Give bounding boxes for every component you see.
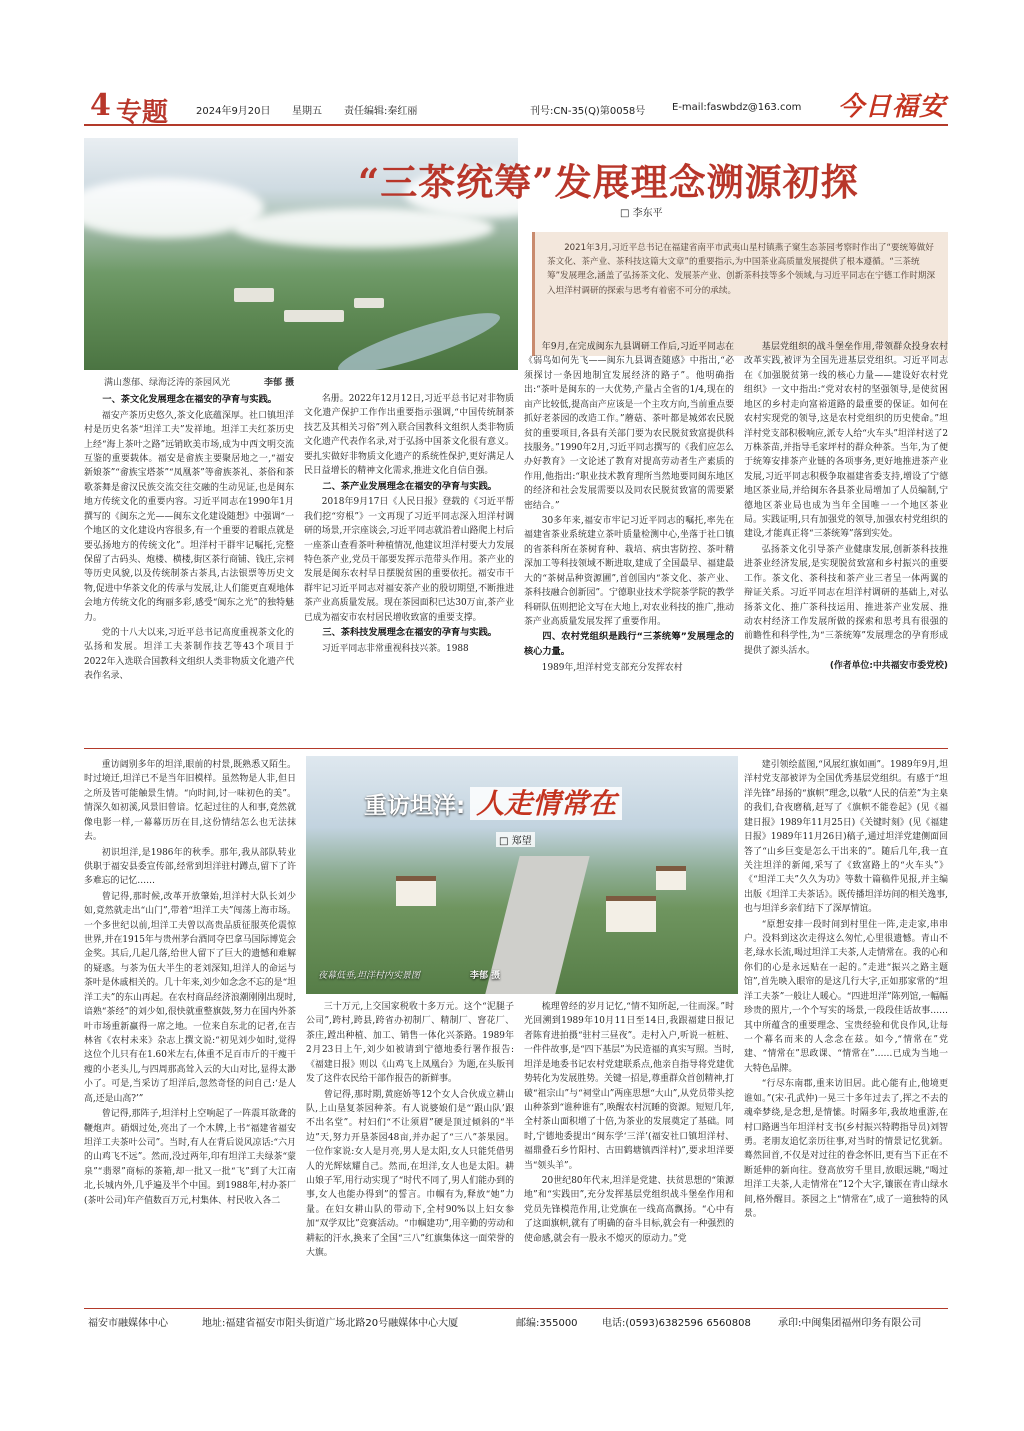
paragraph: 初识坦洋,是1986年的秋季。那年,我从部队转业供职于福安县委宣传部,经常到坦洋驻村蹲点,留下了许多难忘的记忆…… — [84, 847, 296, 887]
paragraph: 梳理曾经的岁月记忆,“情不知所起,一往而深。”时光回溯到1989年10月11日至14日,我跟福建日报记者陈育进拍摄“驻村三昼夜”。走村入户,听说一桩桩、一件件故事,是“四下基层”为民造福的真实写照。当时,坦洋是地委书记农村党建联系点,他亲自指导将党建优势转化为发展胜势。关键一招是,尊重群众首创精神,打破“祖宗山”与“祠堂山”两座思想“大山”,从党员带头挖山种茶到“谁种谁有”,唤醒农村沉睡的资源。短短几年,全村茶山面积增了十倍,为茶业的发展奠定了基础。同时,宁德地委提出“闽东学‘三洋’(福安社口镇坦洋村、福鼎叠石乡竹阳村、古田鹤塘镇西洋村)”,要求坦洋要当“领头羊”。 — [524, 1002, 734, 1171]
paragraph: “原想安排一段时间到村里住一阵,走走家,串串户。没料到这次走得这么匆忙,心里很遗憾。青山不老,绿水长流,喝过坦洋工夫茶,人走情常在。我的心和你们的心是永远贴在一起的。”走进“振兴之路主题馆”,首先映入眼帘的是这几行大字,正如那家常的“坦洋工夫茶”一般让人暖心。“四进坦洋”陈列馆,一幅幅珍贵的照片,一个个写实的场景,一段段佳话故事……其中所蕴含的重要理念、宝贵经验和优良作风,让每一个幕名而来的人念念在兹。如今,“情常在”党建、“情常在”思政课、“情常在”……已成为当地一大特色品牌。 — [744, 919, 948, 1074]
paragraph: 30多年来,福安市牢记习近平同志的嘱托,率先在福建省茶业系统建立茶叶质量检测中心,坐落于社口镇的省茶科所在茶树育种、栽培、病虫害防控、茶叶精深加工等科技领域不断进取,建成了全国最早、福建最大的“茶树品种资源圃”,首创国内“茶文化、茶产业、茶科技融合创新园”。宁德职业技术学院茶学院的教学科研队伍则把论文写在大地上,对农业科技的推广,推动茶产业高质量发展发挥了重要作用。 — [524, 516, 734, 628]
article1-column-4 — [744, 340, 948, 740]
author-affiliation: (作者单位:中共福安市委党校) — [829, 661, 948, 672]
paragraph: 曾记得,那时候,改革开放肇始,坦洋村大队长刘少如,竟然就走出“山门”,带着“坦洋工夫”闯荡上海市场。一个多世纪以前,坦洋工夫曾以高贵品质征服英伦震惊世界,并在1915年与贵州茅台酒同夺巴拿马国际博览会金奖。其后,几起几落,给世人留下了巨大的遗憾和难解的疑惑。与茶为伍大半生的老刘深知,坦洋人的命运与茶叶是休戚相关的。几十年来,刘少如念念不忘的是“坦洋工夫”的东山再起。在农村商品经济浪潮刚刚出现时,谙熟“茶经”的刘少如,很快就重整旗鼓,努力在国内外茶叶市场重新赢得一席之地。一位来自东北的记者,在吉林省《农村未来》杂志上撰文说:“初见刘少如时,觉得这位个儿只有在1.60米左右,体重不足百市斤的干瘦干瘦的小老头儿,与四周那高耸入云的大山对比,显得太渺小了。可是,当采访了坦洋后,忽然奇怪的问自己:‘是人高,还是山高?’” — [84, 891, 296, 1104]
paragraph: “行尽东南郡,重来访旧居。此心能有止,他境更谁如。”(宋·孔武仲)一晃三十多年过去了,挥之不去的魂牵梦绕,是念想,是情愫。时隔多年,我故地重游,在村口路遇当年坦洋村支书(乡村振兴特聘指导员)刘智勇。老朋友追忆亲历往事,对当时的情景记忆犹新。蓦然回首,不仅是对过往的眷念怀旧,更有当下正在不断延伸的新向往。登高放穷千里目,放眼远眺,“喝过坦洋工夫茶,人走情常在”12个大字,镶嵌在青山绿水间,格外醒目。茶园之上“情常在”,成了一道独特的风景。 — [744, 1079, 948, 1220]
photo-caption: 满山葱郁、绿海泛涛的茶园风光 — [104, 378, 231, 388]
paragraph: 名册。2022年12月12日,习近平总书记对非物质文化遗产保护工作作出重要指示强调,“中国传统制茶技艺及其相关习俗”列入联合国教科文组织人类非物质文化遗产代表作名录,对于弘扬中国茶文化很有意义。要扎实做好非物质文化遗产的系统性保护,更好满足人民日益增长的精神文化需求,推进文化自信自强。 — [304, 394, 514, 477]
article2-column-4 — [744, 758, 948, 1302]
article2-column-1 — [84, 758, 296, 1302]
masthead — [84, 86, 948, 126]
article2-byline: □ 郑望 — [496, 832, 535, 847]
article1-column-2 — [304, 392, 514, 740]
footer-phone: 电话:(0593)6382596 6560808 — [602, 1318, 751, 1329]
paragraph: 曾记得,那阵子,坦洋村上空响起了一阵震耳欲聋的鞭炮声。硝烟过处,亮出了一个木牌,上书“福建省福安坦洋工夫茶叶公司”。当时,有人在背后说风凉话:“六月的山鸡飞不远”。然而,没过两年,印有坦洋工夫绿茶“蒙泉”“翡翠”商标的茶箱,却一批又一批“飞”到了大江南北,长城内外,几乎遍及半个中国。到1988年,村办茶厂(茶叶公司)年产值数百万元,村集体、村民收入各二 — [84, 1109, 296, 1206]
editor: 责任编辑:秦红丽 — [344, 106, 418, 117]
article2-title-part-1: 重访坦洋: — [364, 793, 466, 819]
article2-title-part-2: 人走情常在 — [470, 787, 622, 820]
paragraph: 1989年,坦洋村党支部充分发挥农村 — [541, 662, 683, 673]
article2-column-3 — [524, 1000, 734, 1302]
paragraph: 基层党组织的战斗堡垒作用,带领群众投身农村改革实践,被评为全国先进基层党组织。习近平同志在《加强脱贫第一线的核心力量——建设好农村党组织》一文中指出:“党对农村的坚强领导,是使贫困地区的乡村走向富裕道路的最重要的保证。如何在农村实现党的领导,这是农村党组织的历史使命。”坦洋村党支部积极响应,派专人给“火车头”坦洋村送了2万株茶苗,并指导毛家坪村的群众种茶。当年,为了便于统筹安排茶产业链的各项事务,更好地推进茶产业发展,习近平同志积极争取福建省委支持,增设了宁德地区茶业局,并给闽东各县茶业局增加了人员编制,宁德地区茶业局也成为当年全国唯一一个地区茶业局。实践证明,只有加强党的领导,加强农村党组织的建设,才能真正将“三茶统筹”落到实处。 — [744, 342, 948, 540]
paragraph: 弘扬茶文化引导茶产业健康发展,创新茶科技推进茶业经济发展,是实现脱贫致富和乡村振兴的重要工作。茶文化、茶科技和茶产业三者呈一体两翼的辩证关系。习近平同志在坦洋村调研的基础上,对弘扬茶文化、推广茶科技运用、推进茶产业发展、推动农村经济工作发展所做的探索和思考具有很强的前瞻性和科学性,为“三茶统筹”发展理念的孕育形成提供了源头活水。 — [744, 544, 948, 656]
page-number: 4 — [90, 88, 111, 123]
issn: 刊号:CN-35(Q)第0058号 — [530, 106, 646, 117]
paragraph: 习近平同志非常重视科技兴茶。1988 — [321, 643, 469, 654]
article2-title — [364, 782, 622, 822]
email: E-mail:faswbdz@163.com — [672, 102, 802, 113]
article2-photo-caption: 夜幕低垂,坦洋村内实景图 — [318, 971, 420, 981]
subheading: 四、农村党组织是践行“三茶统筹”发展理念的核心力量。 — [524, 631, 734, 658]
section-title: 专题 — [116, 98, 169, 128]
footer-printer: 承印:中闽集团福州印务有限公司 — [778, 1318, 922, 1329]
issue-weekday: 星期五 — [292, 106, 322, 117]
article-title: “三茶统筹”发展理念溯源初探 — [358, 160, 859, 204]
article-byline: □ 李东平 — [620, 208, 663, 219]
paragraph: 三十万元,上交国家税收十多万元。这个“泥腿子公司”,跨村,跨县,跨省办初制厂、精制厂、窨花厂、茶庄,蹚出种植、加工、销售一体化兴茶路。1989年2月23日上午,刘少如被请到宁德地委行署作报告:《福建日报》则以《山鸡飞上凤凰台》为题,在头版刊发了这件农民给干部作报告的新鲜事。 — [306, 1002, 514, 1085]
paragraph: 重访阔别多年的坦洋,眼前的村景,既熟悉又陌生。时过境迁,坦洋已不是当年旧模样。虽然物是人非,但日之所及皆可能触景生情。“向时间,讨一味初色的美”。情深久如初溪,风景旧曾谙。忆起过往的人和事,竟然就像电影一样,一幕幕历历在目,这份情结怎么也无法抹去。 — [84, 760, 296, 843]
paragraph: 福安产茶历史悠久,茶文化底蕴深厚。社口镇坦洋村是历史名茶“坦洋工夫”发祥地。坦洋工夫红茶历史上经“海上茶叶之路”远销欧美市场,成为中西文明交流互鉴的重要载体。福安是畲族主要聚居地之一,“福安新娘茶”“畲族宝塔茶”“凤凰茶”等畲族茶礼、茶俗和茶歌茶舞是畲汉民族交流交往交融的生动见证,也是闽东地方传统文化的重要内容。习近平同志在1990年1月撰写的《闽东之光——闽东文化建设随想》中强调“一个地区的文化建设内容很多,有一个重要的着眼点就是要弘扬地方的传统文化”。坦洋村干群牢记嘱托,完整保留了古码头、炮楼、横楼,街区茶行商铺、钱庄,宗祠等历史风貌,以及传统制茶古茶具,古法银票等历史文物,促进中华茶文化的传承与发展,让人们能更直观地体会地方传统文化的绚丽多彩,感受“闽东之光”的独特魅力。 — [84, 410, 294, 623]
article-abstract: 2021年3月,习近平总书记在福建省南平市武夷山星村镇燕子窠生态茶园考察时作出了“要统筹做好茶文化、茶产业、茶科技这篇大文章”的重要指示,为中国茶业高质量发展提供了根本遵循。“三茶统筹”发展理念,涵盖了弘扬茶文化、发展茶产业、创新茶科技等多个领域,与习近平同志在宁德工作时期深入坦洋村调研的探索与思考有着密不可分的承续。 — [532, 232, 948, 356]
article1-column-1 — [84, 392, 294, 740]
paragraph: 曾记得,那时期,黄庭娇等12个女人合伙成立耕山队,上山垦复茶园种茶。有人说婆娘们是“‘跟山队’跟不出名堂”。村妇们“不让须眉”硬是顶过倾斜的“半边”天,努力开垦茶园48亩,并办起了“三八”茶果园。一位作家说:女人是月亮,男人是太阳,女人只能凭借男人的光辉炫耀自己。然而,在坦洋,女人也是太阳。耕山娘子军,用行动实现了“时代不同了,男人们能办到的事,女人也能办得到”的誓言。巾帼有为,释放“她”力量。在妇女耕山队的带动下,全村90%以上妇女参加“双学双比”竞赛活动。“巾帼建功”,用辛勤的劳动和耕耘的汗水,换来了全国“三八”红旗集体这一面荣誉的大旗。 — [306, 1089, 514, 1259]
article1-column-3 — [524, 340, 734, 740]
article2-photo-credit: 李郁 摄 — [470, 971, 501, 981]
footer-address: 地址:福建省福安市阳头街道广场北路20号融媒体中心大厦 — [202, 1318, 459, 1329]
footer — [84, 1308, 948, 1328]
newspaper-logo: 今日福安 — [837, 92, 946, 122]
paragraph: 2018年9月17日《人民日报》登载的《习近平帮我们挖“穷根”》一文再现了习近平同志深入坦洋村调研的场景,开宗座谈会,习近平同志就沿着山路爬上村后一座茶山查看茶叶种植情况,他建议坦洋村要大力发展特色茶产业,党员干部要发挥示范带头作用。茶产业的发展是闽东农村早日摆脱贫困的重要依托。福安市干群牢记习近平同志对福安茶产业的殷切期望,不断推进茶产业高质量发展。现在茶园面积已达30万亩,茶产业已成为福安市农村居民增收致富的重要支撑。 — [304, 497, 514, 623]
article-title-band — [358, 152, 948, 208]
article2-column-2 — [306, 1000, 514, 1302]
issue-date: 2024年9月20日 — [196, 106, 271, 117]
paragraph: 20世纪80年代末,坦洋是党建、扶贫思想的“策源地”和“实践田”,充分发挥基层党组织战斗堡垒作用和党员先锋模范作用,让党旗在一线高高飘扬。“心中有了这面旗帜,就有了明确的奋斗目标,就会有一种强烈的使命感,就会有一股永不熄灭的原动力。”党 — [524, 1176, 734, 1244]
paragraph: 年9月,在完成闽东九县调研工作后,习近平同志在《弱鸟如何先飞——闽东九县调查随感》中指出,“必须探讨一条因地制宜发展经济的路子”。他明确指出:“茶叶是闽东的一大优势,产量占全省的1/4,现在的亩产比较低,提高亩产应该是一个主攻方向,当前重点要抓好老茶园的改造工作。”蘑菇、茶叶都是城郊农民脱贫的重要项目,各县有关部门要为农民脱贫致富提供科技服务。”1990年2月,习近平同志撰写的《我们应怎么办好教育》一文论述了教育对提高劳动者生产素质的作用,他指出:“职业技术教育理所当然地要同闽东地区的经济和社会发展需要以及同农民脱贫致富的需要紧密结合。” — [524, 342, 734, 511]
subheading: 一、茶文化发展理念在福安的孕育与实践。 — [102, 394, 277, 405]
paragraph: 党的十八大以来,习近平总书记高度重视茶文化的弘扬和发展。坦洋工夫茶制作技艺等43个项目于2022年入选联合国教科文组织人类非物质文化遗产代表作名录、 — [84, 628, 294, 682]
photo-credit: 李郁 摄 — [264, 378, 295, 388]
subheading: 三、茶科技发展理念在福安的孕育与实践。 — [322, 627, 497, 639]
paragraph: 建引领绘蓝图,“风展红旗如画”。1989年9月,坦洋村党支部被评为全国优秀基层党组织。有感于“坦洋先锋”昂扬的“旗帜”理念,以敬“人民的信差”为主臬的我们,旮夜磨稿,赶写了《旗帜不能卷起》(见《福建日报》1989年11月25日)《关键时刻》(见《福建日报》1989年11月26日)稿子,通过坦洋党建侧面回答了“山乡巨变是怎么干出来的”。随后几年,我一直关注坦洋的新闻,采写了《致富路上的“火车头”》《“坦洋工夫”久久为功》等数十篇稿件见报,并主编出版《坦洋工夫茶话》。既传播坦洋坊间的相关逸事,也与坦洋乡亲们结下了深厚情谊。 — [744, 760, 948, 915]
footer-org: 福安市融媒体中心 — [88, 1318, 168, 1329]
footer-postcode: 邮编:355000 — [516, 1318, 578, 1329]
subheading: 二、茶产业发展理念在福安的孕育与实践。 — [322, 480, 497, 492]
section-divider — [84, 748, 948, 749]
